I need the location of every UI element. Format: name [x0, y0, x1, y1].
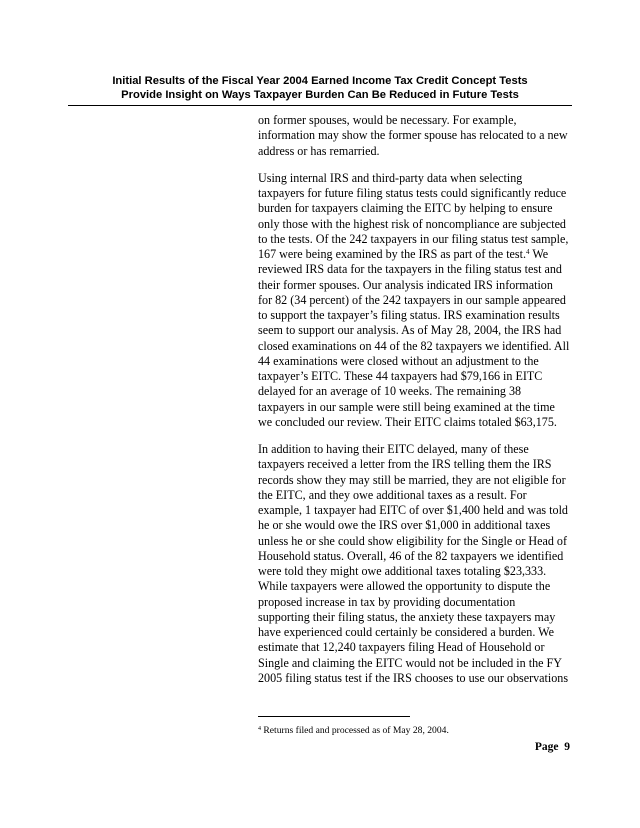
- footnote-divider: [258, 716, 410, 717]
- header-divider: [68, 105, 572, 106]
- paragraph-2-part-b: We reviewed IRS data for the taxpayers in the filing status test and their former spouses. Our analysis indicated IRS information for 82 (34 percent) of the 242 taxpayers in our sample appeared to support the taxpayer’s filing status. IRS examination results seem to support our analysis. As of May 28, 2004, the IRS had closed examinations on 44 of the 82 taxpayers we identified. All 44 examinations were closed without an adjustment to the taxpayer’s EITC. These 44 taxpayers had $79,166 in EITC delayed for an average of 10 weeks. The remaining 38 taxpayers in our sample were still being examined at the time we concluded our review. Their EITC claims totaled $63,175.: [258, 247, 570, 429]
- paragraph-1: on former spouses, would be necessary. For example, information may show the former spouse has relocated to a new address or has remarried.: [258, 113, 568, 158]
- footnote-marker: 4: [258, 726, 261, 732]
- page-number: [535, 741, 570, 753]
- page-number-value: 9: [564, 741, 570, 753]
- paragraph-3: In addition to having their EITC delayed, many of these taxpayers received a letter from the IRS telling them the IRS records show they may still be married, they are not eligible for the EITC, and they owe additional taxes as a result. For example, 1 taxpayer had EITC of over $1,400 held and was told he or she would owe the IRS over $1,000 in additional taxes unless he or she could show eligibility for the Single or Head of Household status. Overall, 46 of the 82 taxpayers we identified were told they might owe additional taxes totaling $23,333. While taxpayers were allowed the opportunity to dispute the proposed increase in tax by providing documentation supporting their filing status, the anxiety these taxpayers may have experienced could certainly be considered a burden. We estimate that 12,240 taxpayers filing Head of Household or Single and claiming the EITC would not be included in the FY 2005 filing status test if the IRS chooses to use our observations: [258, 442, 569, 685]
- paragraph-2-part-a: Using internal IRS and third-party data when selecting taxpayers for future filing status tests could significantly reduce burden for taxpayers claiming the EITC by helping to ensure only those with the highest risk of noncompliance are subjected to the tests. Of the 242 taxpayers in our filing status test sample, 167 were being examined by the IRS as part of the test.: [258, 170, 569, 261]
- page-label: Page: [534, 741, 559, 753]
- footnote-reference[interactable]: 4: [526, 248, 530, 256]
- paragraph-2: [258, 171, 570, 430]
- page-header: [68, 74, 572, 102]
- header-title-line-1: Initial Results of the Fiscal Year 2004 Earned Income Tax Credit Concept Tests: [112, 75, 528, 87]
- footnote-text: Returns filed and processed as of May 28, 2004.: [261, 725, 449, 736]
- footnote: [258, 725, 570, 737]
- report-body: [258, 113, 570, 698]
- header-title-line-2: Provide Insight on Ways Taxpayer Burden Can Be Reduced in Future Tests: [121, 89, 519, 101]
